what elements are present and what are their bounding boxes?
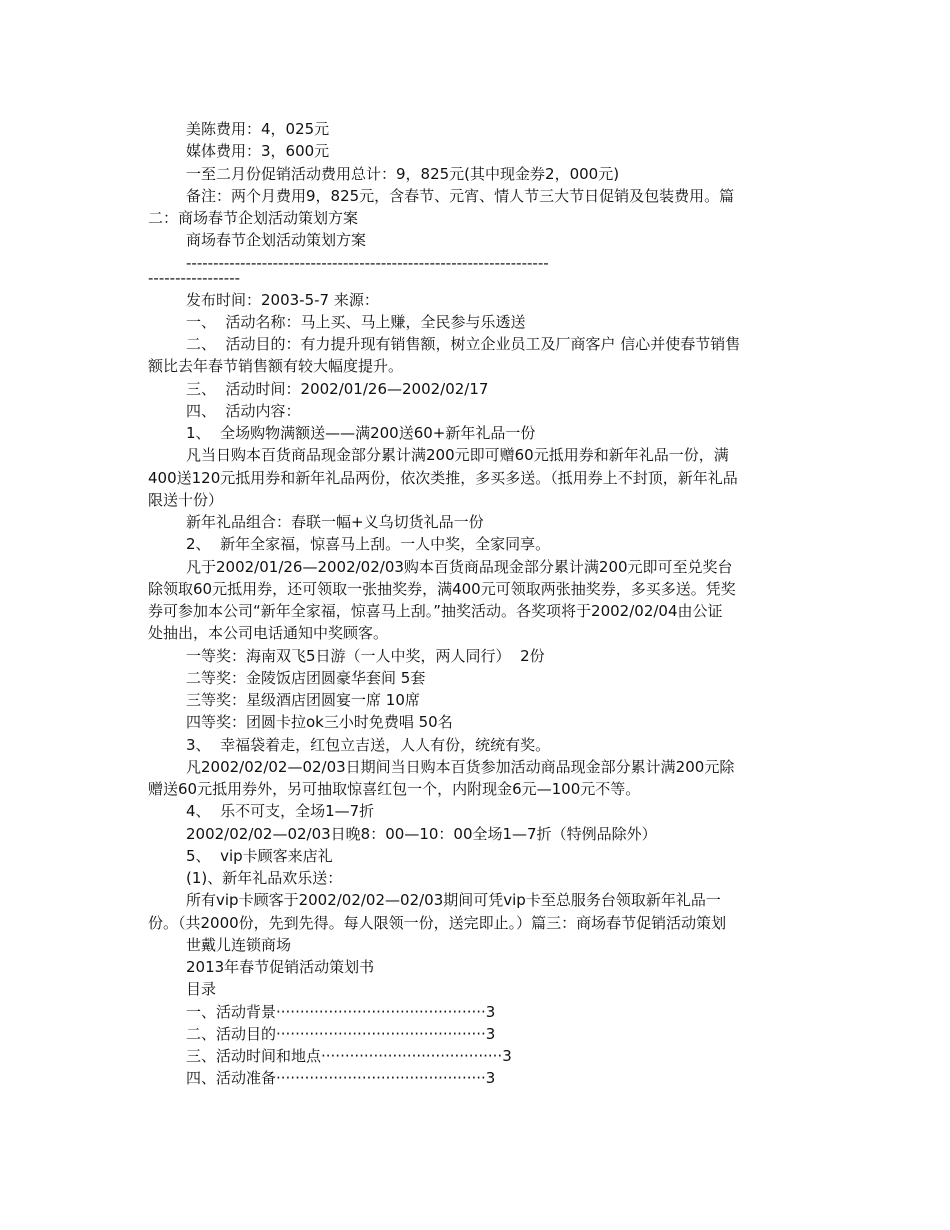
text-line: 券可参加本公司“新年全家福，惊喜马上刮。”抽奖活动。各奖项将于2002/02/04由公证 [148, 602, 723, 620]
text-line: 1、 全场购物满额送——满200送60+新年礼品一份 [186, 424, 536, 442]
text-line: 目录 [186, 980, 217, 998]
text-line: 3、 幸福袋着走，红包立吉送，人人有份，统统有奖。 [186, 736, 551, 754]
text-line: 二：商场春节企划活动策划方案 [148, 209, 359, 227]
text-line: 限送十份） [148, 491, 224, 509]
text-line: (1)、新年礼品欢乐送： [186, 869, 343, 887]
text-line: 新年礼品组合：春联一幅+义乌切货礼品一份 [186, 513, 484, 531]
text-line: 份。（共2000份，先到先得。每人限领一份，送完即止。）篇三：商场春节促销活动策划 [148, 914, 727, 932]
toc-item: 一、活动背景············································3 [186, 1003, 496, 1021]
text-line: 世戴儿连锁商场 [186, 936, 292, 954]
text-line: 二等奖：金陵饭店团圆豪华套间 5套 [186, 669, 426, 687]
text-line: 一等奖：海南双飞5日游（一人中奖，两人同行） 2份 [186, 647, 545, 665]
text-line: 备注：两个月费用9，825元，含春节、元宵、情人节三大节日促销及包装费用。篇 [186, 187, 735, 205]
text-line: 处抽出，本公司电话通知中奖顾客。 [148, 624, 389, 642]
toc-item: 三、活动时间和地点······································3 [186, 1047, 512, 1065]
text-line: 5、 vip卡顾客来店礼 [186, 847, 333, 865]
text-line: 四等奖：团圆卡拉ok三小时免费唱 50名 [186, 713, 453, 731]
text-line: 发布时间：2003-5-7 来源： [186, 291, 379, 309]
separator-line: ------------------------------------------------------------------- [186, 254, 549, 272]
text-line: 赠送60元抵用券外，另可抽取惊喜红包一个，内附现金6元—100元不等。 [148, 780, 641, 798]
text-line: 美陈费用：4，025元 [186, 120, 330, 138]
text-line: 2013年春节促销活动策划书 [186, 958, 375, 976]
text-line: 额比去年春节销售额有较大幅度提升。 [148, 357, 404, 375]
text-line: 2、 新年全家福，惊喜马上刮。一人中奖，全家同享。 [186, 535, 551, 553]
text-line: 除领取60元抵用券，还可领取一张抽奖券，满400元可领取两张抽奖券，多买多送。凭奖 [148, 580, 736, 598]
text-line: 三等奖：星级酒店团圆宴一席 10席 [186, 691, 420, 709]
toc-item: 四、活动准备············································3 [186, 1069, 496, 1087]
text-line: 400送120元抵用券和新年礼品两份，依次类推，多买多送。（抵用券上不封顶，新年礼品 [148, 469, 738, 487]
text-line: 2002/02/02—02/03日晚8：00—10：00全场1—7折（特例品除外） [186, 825, 657, 843]
text-line: 三、 活动时间：2002/01/26—2002/02/17 [186, 380, 489, 398]
text-line: 一至二月份促销活动费用总计：9，825元(其中现金券2，000元) [186, 165, 620, 183]
text-line: 商场春节企划活动策划方案 [186, 231, 367, 249]
text-line: 二、 活动目的：有力提升现有销售额，树立企业员工及厂商客户 信心并使春节销售 [186, 335, 741, 353]
text-line: 凡当日购本百货商品现金部分累计满200元即可赠60元抵用券和新年礼品一份，满 [186, 446, 729, 464]
text-line: 媒体费用：3，600元 [186, 142, 330, 160]
text-line: 四、 活动内容： [186, 402, 301, 420]
toc-item: 二、活动目的············································3 [186, 1025, 496, 1043]
text-line: 4、 乐不可支，全场1—7折 [186, 802, 375, 820]
text-line: 凡2002/02/02—02/03日期间当日购本百货参加活动商品现金部分累计满200元除 [186, 758, 735, 776]
text-line: 所有vip卡顾客于2002/02/02—02/03期间可凭vip卡至总服务台领取新年礼品一 [186, 891, 721, 909]
text-line: 凡于2002/01/26—2002/02/03购本百货商品现金部分累计满200元即可至兑奖台 [186, 558, 733, 576]
text-line: 一、 活动名称：马上买、马上赚，全民参与乐透送 [186, 313, 526, 331]
separator-line: ----------------- [148, 269, 241, 287]
